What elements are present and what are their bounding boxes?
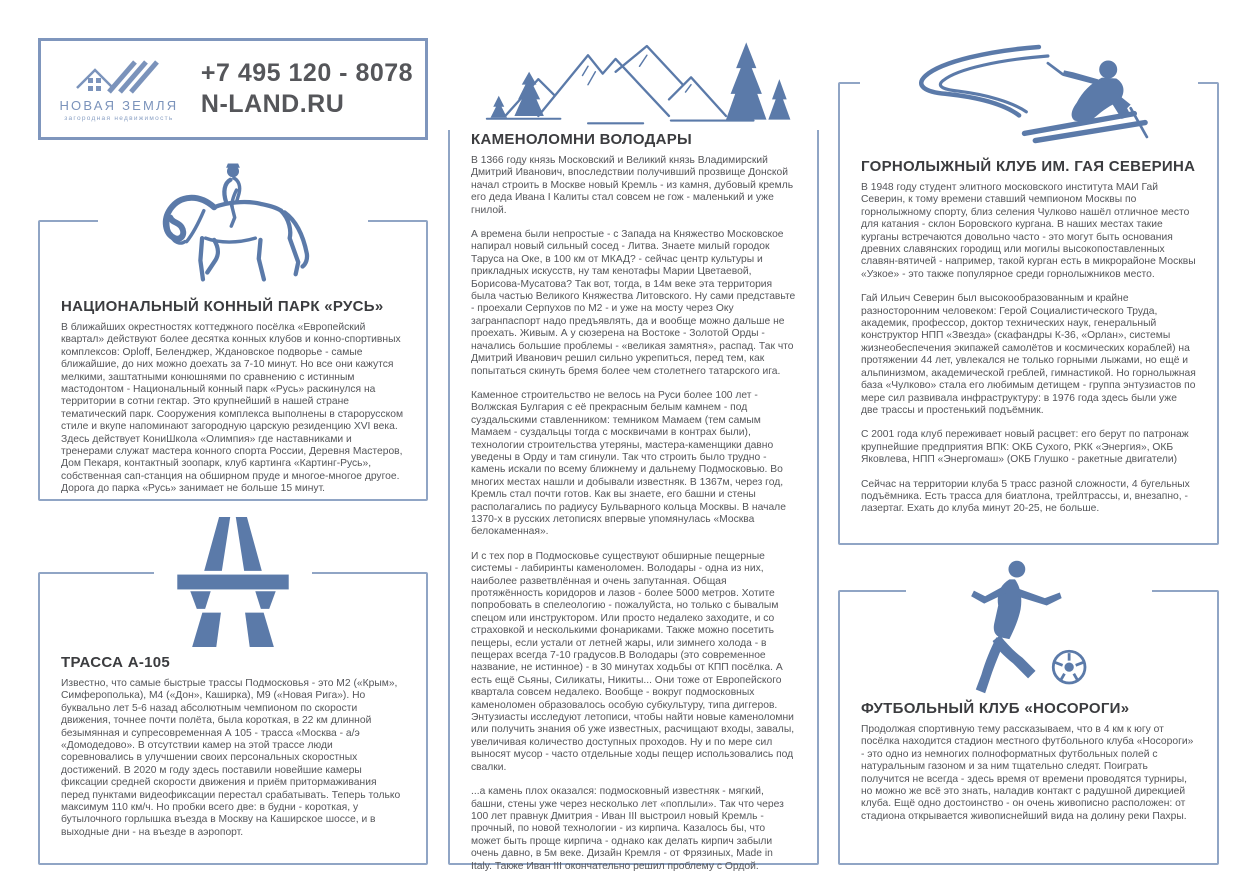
card-horse-park	[38, 220, 428, 501]
card-paragraph: В 1948 году студент элитного московского института МАИ Гай Северин, к тому времени ставший чемпионом Москвы по горнолыжному спорту, близ селения Чулково нашёл отличное место для катания - склон Боровского кургана. В наших местах такие курганы встречаются довольно часто - это могут быть основания древних славянских городищ или могилы высокопоставленных славян-вятичей - например, такой курган есть в микрорайоне Москвы «Узкое» - это также популярное среди горнолыжников место.	[861, 182, 1196, 280]
card-paragraph: ...а камень плох оказался: подмосковный известняк - мягкий, башни, стены уже через несколько лет «поплыли». Так что через 100 лет правнук Дмитрия - Иван III выстроил новый Кремль - прочный, по новой технологии - из кирпича. Казалось бы, что может быть проще кирпича - однако как делать кирпич забыли очень давно, в 5м веке. Дизайн Кремля - от Фрязиных, Made in Italy. Также Иван III окончательно решил проблему с Ордой.	[471, 786, 784, 872]
phone-number: +7 495 120 - 8078	[200, 58, 414, 87]
card-title: НАЦИОНАЛЬНЫЙ КОННЫЙ ПАРК «РУСЬ»	[61, 298, 384, 315]
mountains-icon	[442, 31, 826, 130]
card-title: КАМЕНОЛОМНИ ВОЛОДАРЫ	[471, 131, 693, 148]
horse-rider-icon	[98, 147, 368, 295]
card-paragraph: В ближайших окрестностях коттеджного посёлка «Европейский квартал» действуют более десятка конных клубов и конно-спортивных комплексов: Орloff, Беленджер, Ждановское подворье - самые ближайшие, до них можно доехать за 7-10 минут. Но все они кажутся мелкими, заштатными конюшнями по сравнению с истинным мастодонтом - Национальный конный парк «Русь» раскинулся на территории в сотни гектар. Это крупнейший в нашей стране тематический парк. Сооружения комплекса выполнены в старорусском стиле и вкупе напоминают загородную царскую резиденцию XVI века. Здесь действует КониШкола «Олимпия» где наставниками и тренерами служат мастера конного спорта России, Деревня Мастеров, Дом Пекаря, контактный зоопарк, клуб картинга «Картинг-Русь», собственная сап-станция на обширном пруде и многое-многое другое. Дорога до парка «Русь» занимает не больше 15 минут.	[61, 322, 404, 495]
card-paragraph: Гай Ильич Северин был высокообразованным и крайне разносторонним человеком: Герой Социалистического Труда, академик, профессор, доктор технических наук, генеральный конструктор НПП «Звезда» (скафандры К-36, «Орлан», системы жизнеобеспечения экипажей самолётов и космических кораблей) на протяжении 44 лет, увлекался не только горными лыжами, но ещё и альпинизмом, академической греблей, гимнастикой. Но горнолыжная база «Чулково» стала его любимым детищем - группа энтузиастов по мере сил развивала инфраструктуру: в 1976 года здесь были уже две трассы и простенький подъёмник.	[861, 293, 1196, 416]
skier-icon	[860, 36, 1198, 148]
card-paragraph: Сейчас на территории клуба 5 трасс разной сложности, 4 бугельных подъёмника. Есть трасса для биатлона, трейлтрассы, и, внезапно, - лазертаг. Ехать до клуба минут 20-25, не больше.	[861, 478, 1190, 515]
card-paragraph: И с тех пор в Подмосковье существуют обширные пещерные системы - лабиринты каменоломен. Володары - одна из них, наиболее разветвлённая и очень запутанная. Общая протяжённость коридоров и лазов - более 5000 метров. Хотите попробовать в спелеологию - пожалуйста, но только с бывалым спецом или инструктором. Или просто недалеко заходите, и со страховкой и несколькими фонариками. Также можно посетить пещеры, если устали от летней жары, или зимнего холода - в пещерах всегда 7-10 градусов.В Володары (это современное название, не истинное) - в 30 минутах ходьбы от КПП посёлка. А есть ещё Сьяны, Силикаты, Никиты... Они тоже от Европейского квартала совсем недалеко. Вообще - вокруг подмосковных каменоломен образовалось особую субкультуру, типа диггеров. Энтузиасты исследуют летописи, чтобы найти новые каменоломни или получить знания об уже известных, расчищают входы, завалы, увеличивая количество доступных проходов. Ну и по мере сил выносят мусор - часто отдельные ходы пещер использовались под свалки.	[471, 550, 795, 773]
logo-name: НОВАЯ ЗЕМЛЯ	[59, 98, 179, 113]
card-paragraph: В 1366 году князь Московский и Великий князь Владимирский Дмитрий Иванович, впоследствии получивший прозвище Донской начал строить в Москве новый Кремль - из камня, дубовый кремль его деда Ивана I Калиты стал совсем не гож - маленький и уже гнилой.	[471, 155, 794, 216]
card-paragraph: Известно, что самые быстрые трассы Подмосковья - это М2 («Крым», Симферополька), М4 («Дон», Каширка), М9 («Новая Рига»). Но буквально лет 5-6 назад абсолютным чемпионом по скорости движения, точнее почти полёта, была короткая, в 22 км длинной безымянная и супресовременная А 105 - трасса «Москва - а/э «Домодедово». В отсутствии камер на этой трассе люди соревновались в улучшении своих персональных скоростных достижений. В 2020 м году здесь поставили новейшие камеры фиксации средней скорости движения и приём притормаживания перед пунктами видеофиксации перестал срабатывать. Теперь только максимум 110 км/ч. Но пробки всего две: в будни - короткая, у бутылочного горлышка въезда в Москву на Каширское шоссе, и в выходные дни - на въезде в аэропорт.	[61, 678, 401, 838]
logo-house-icon	[71, 56, 167, 96]
contact-block	[201, 58, 413, 121]
card-football-club	[838, 590, 1219, 865]
card-paragraph: Продолжая спортивную тему рассказываем, что в 4 км к югу от посёлка находится стадион местного футбольного клуба «Носороги» - это одно из немногих полноформатных футбольных полей с натуральным газоном и за ним тщательно следят. Поиграть получится не всегда - здесь время от времени проводятся турниры, но можно же всё это знать, наладив контакт с радушной дирекцией клуба. Ещё одно достоинство - он очень живописно расположен: от стадиона открывается живописнейший вида на долину реки Пахры.	[861, 724, 1194, 822]
card-paragraph: А времена были непростые - с Запада на Княжество Московское напирал новый сильный сосед - Литва. Знаете милый городок Таруса на Оке, в 100 км от МКАД? - сейчас центр культуры и прикладных искусств, ну там кенотафы Марии Цветаевой, Борисова-Мусатова? Так вот, тогда, в 14м веке эта территория была частью Великого Княжества Литовского. Ну сами представьте - проехали Серпухов по М2 - и уже на мосту через Оку загранпаспорт надо предъявлять, да и вообще можно дальше не проехать. Живым. А у сюзерена на Востоке - Золотой Орды - начались большие проблемы - «великая замятня», распад. Так что Дмитрий Иванович решил сильно укрепиться, перед тем, как попытаться скинуть бремя более чем столетнего татарского ига.	[471, 229, 796, 377]
card-title: ФУТБОЛЬНЫЙ КЛУБ «НОСОРОГИ»	[861, 700, 1130, 717]
highway-icon	[154, 515, 312, 648]
card-quarries-volodary	[448, 105, 819, 872]
card-title: ТРАССА А-105	[61, 654, 171, 671]
logo-tagline: загородная недвижимость	[64, 115, 174, 122]
card-title: ГОРНОЛЫЖНЫЙ КЛУБ ИМ. ГАЯ СЕВЕРИНА	[861, 158, 1196, 175]
company-logo	[53, 56, 185, 122]
card-paragraph: С 2001 года клуб переживает новый расцвет: его берут по патронаж крупнейшие предприятия ВПК: ОКБ Сухого, РКК «Энергия», ОКБ Яковлева, НПП «Энергомаш» (ОКБ Глушко - ракетные двигатели)	[861, 429, 1189, 466]
website-url: N-LAND.RU	[200, 90, 345, 118]
header-contact-box	[38, 38, 428, 140]
card-highway-a105	[38, 572, 428, 865]
card-ski-club	[838, 82, 1219, 545]
card-paragraph: Каменное строительство не велось на Руси более 100 лет - Волжская Булгария с её прекрасным белым камнем - под суздальскими ставленником: темником Мамаем (тем самым Мамаем - суздальцы тогда с москвичами в контрах были), технологии строительства утеряны, мастера-каменщики давно уведены в Орду и там сгинули. Так что строить было трудно - камень искали по всему ближнему и дальнему Подмосковью. Во многих местах нашли и добывали известняк. В 1367м, через год, Кремль стал почти готов. Как вы знаете, его башни и стены располагались по радиусу Бульварного кольца Москвы. В начале 1370-х в русских летописях впервые упомянулась «Москва белокаменная».	[471, 389, 786, 538]
football-player-icon	[906, 556, 1152, 698]
